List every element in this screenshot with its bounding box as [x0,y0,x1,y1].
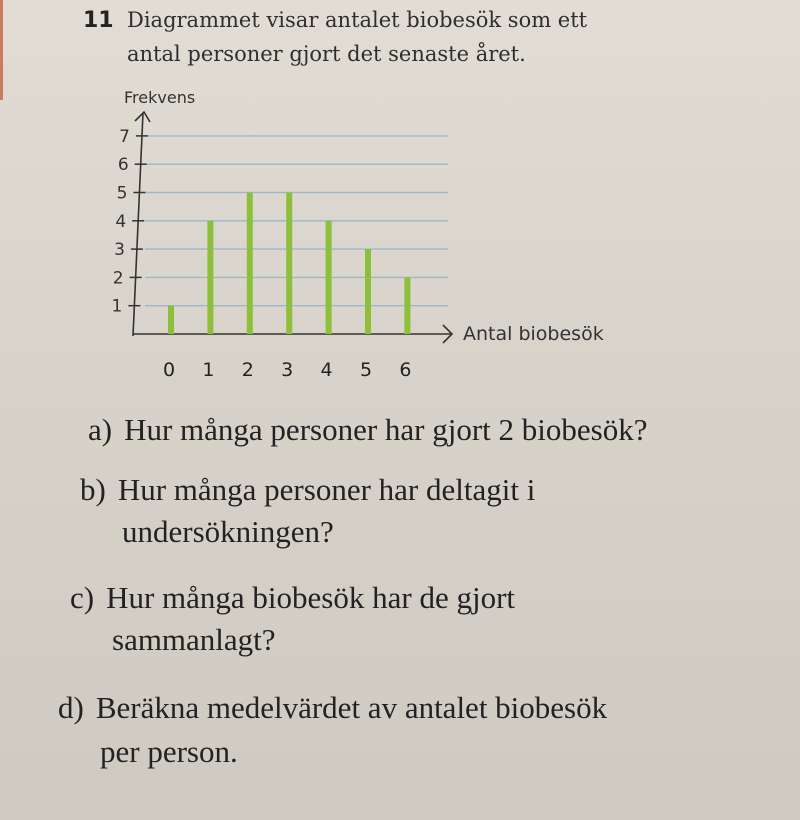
x-tick-label: 3 [281,359,294,381]
task-text-line-1: Diagrammet visar antalet biobesök som ett [127,8,588,32]
bar [207,221,213,334]
question-d [58,690,607,726]
x-tick-label: 2 [241,359,254,381]
bar [404,277,410,334]
question-c [70,580,515,616]
question-d-text-line-1: Beräkna medelvärdet av antalet biobesök [95,690,608,725]
bar-chart [0,80,660,390]
question-a [88,412,648,448]
y-axis-line [133,113,143,336]
question-a-text: Hur många personer har gjort 2 biobesök? [124,412,648,447]
y-tick-label: 6 [117,155,129,176]
bar [326,221,332,334]
task-number: 11 [83,8,114,33]
bar [365,249,371,334]
x-axis-label: Antal biobesök [463,323,604,345]
x-tick-label: 5 [359,359,373,381]
x-tick-label: 6 [399,359,412,381]
y-tick-label: 4 [115,211,127,232]
bar [286,193,292,335]
y-tick-label: 2 [112,268,124,289]
x-tick-label: 0 [162,359,176,381]
question-b [80,472,535,508]
y-tick-label: 1 [111,296,123,317]
bar [168,306,174,334]
question-a-letter: a) [88,412,113,447]
question-c-letter: c) [70,580,95,615]
question-d-line-2: per person. [100,734,238,769]
y-tick-label: 3 [114,240,125,261]
question-d-letter: d) [58,690,84,725]
task-text-line-2: antal personer gjort det senaste året. [127,42,526,66]
question-b-line-2: undersökningen? [122,514,334,549]
x-tick-label: 1 [202,359,215,381]
question-b-text-line-1: Hur många personer har deltagit i [117,472,536,507]
question-c-text-line-1: Hur många biobesök har de gjort [106,580,516,615]
question-b-letter: b) [80,472,106,507]
bar [247,193,253,335]
x-tick-label: 4 [320,359,333,381]
question-c-line-2: sammanlagt? [112,622,276,657]
y-axis-label: Frekvens [124,88,196,107]
y-tick-label: 5 [116,183,128,204]
y-tick-label: 7 [119,126,130,147]
